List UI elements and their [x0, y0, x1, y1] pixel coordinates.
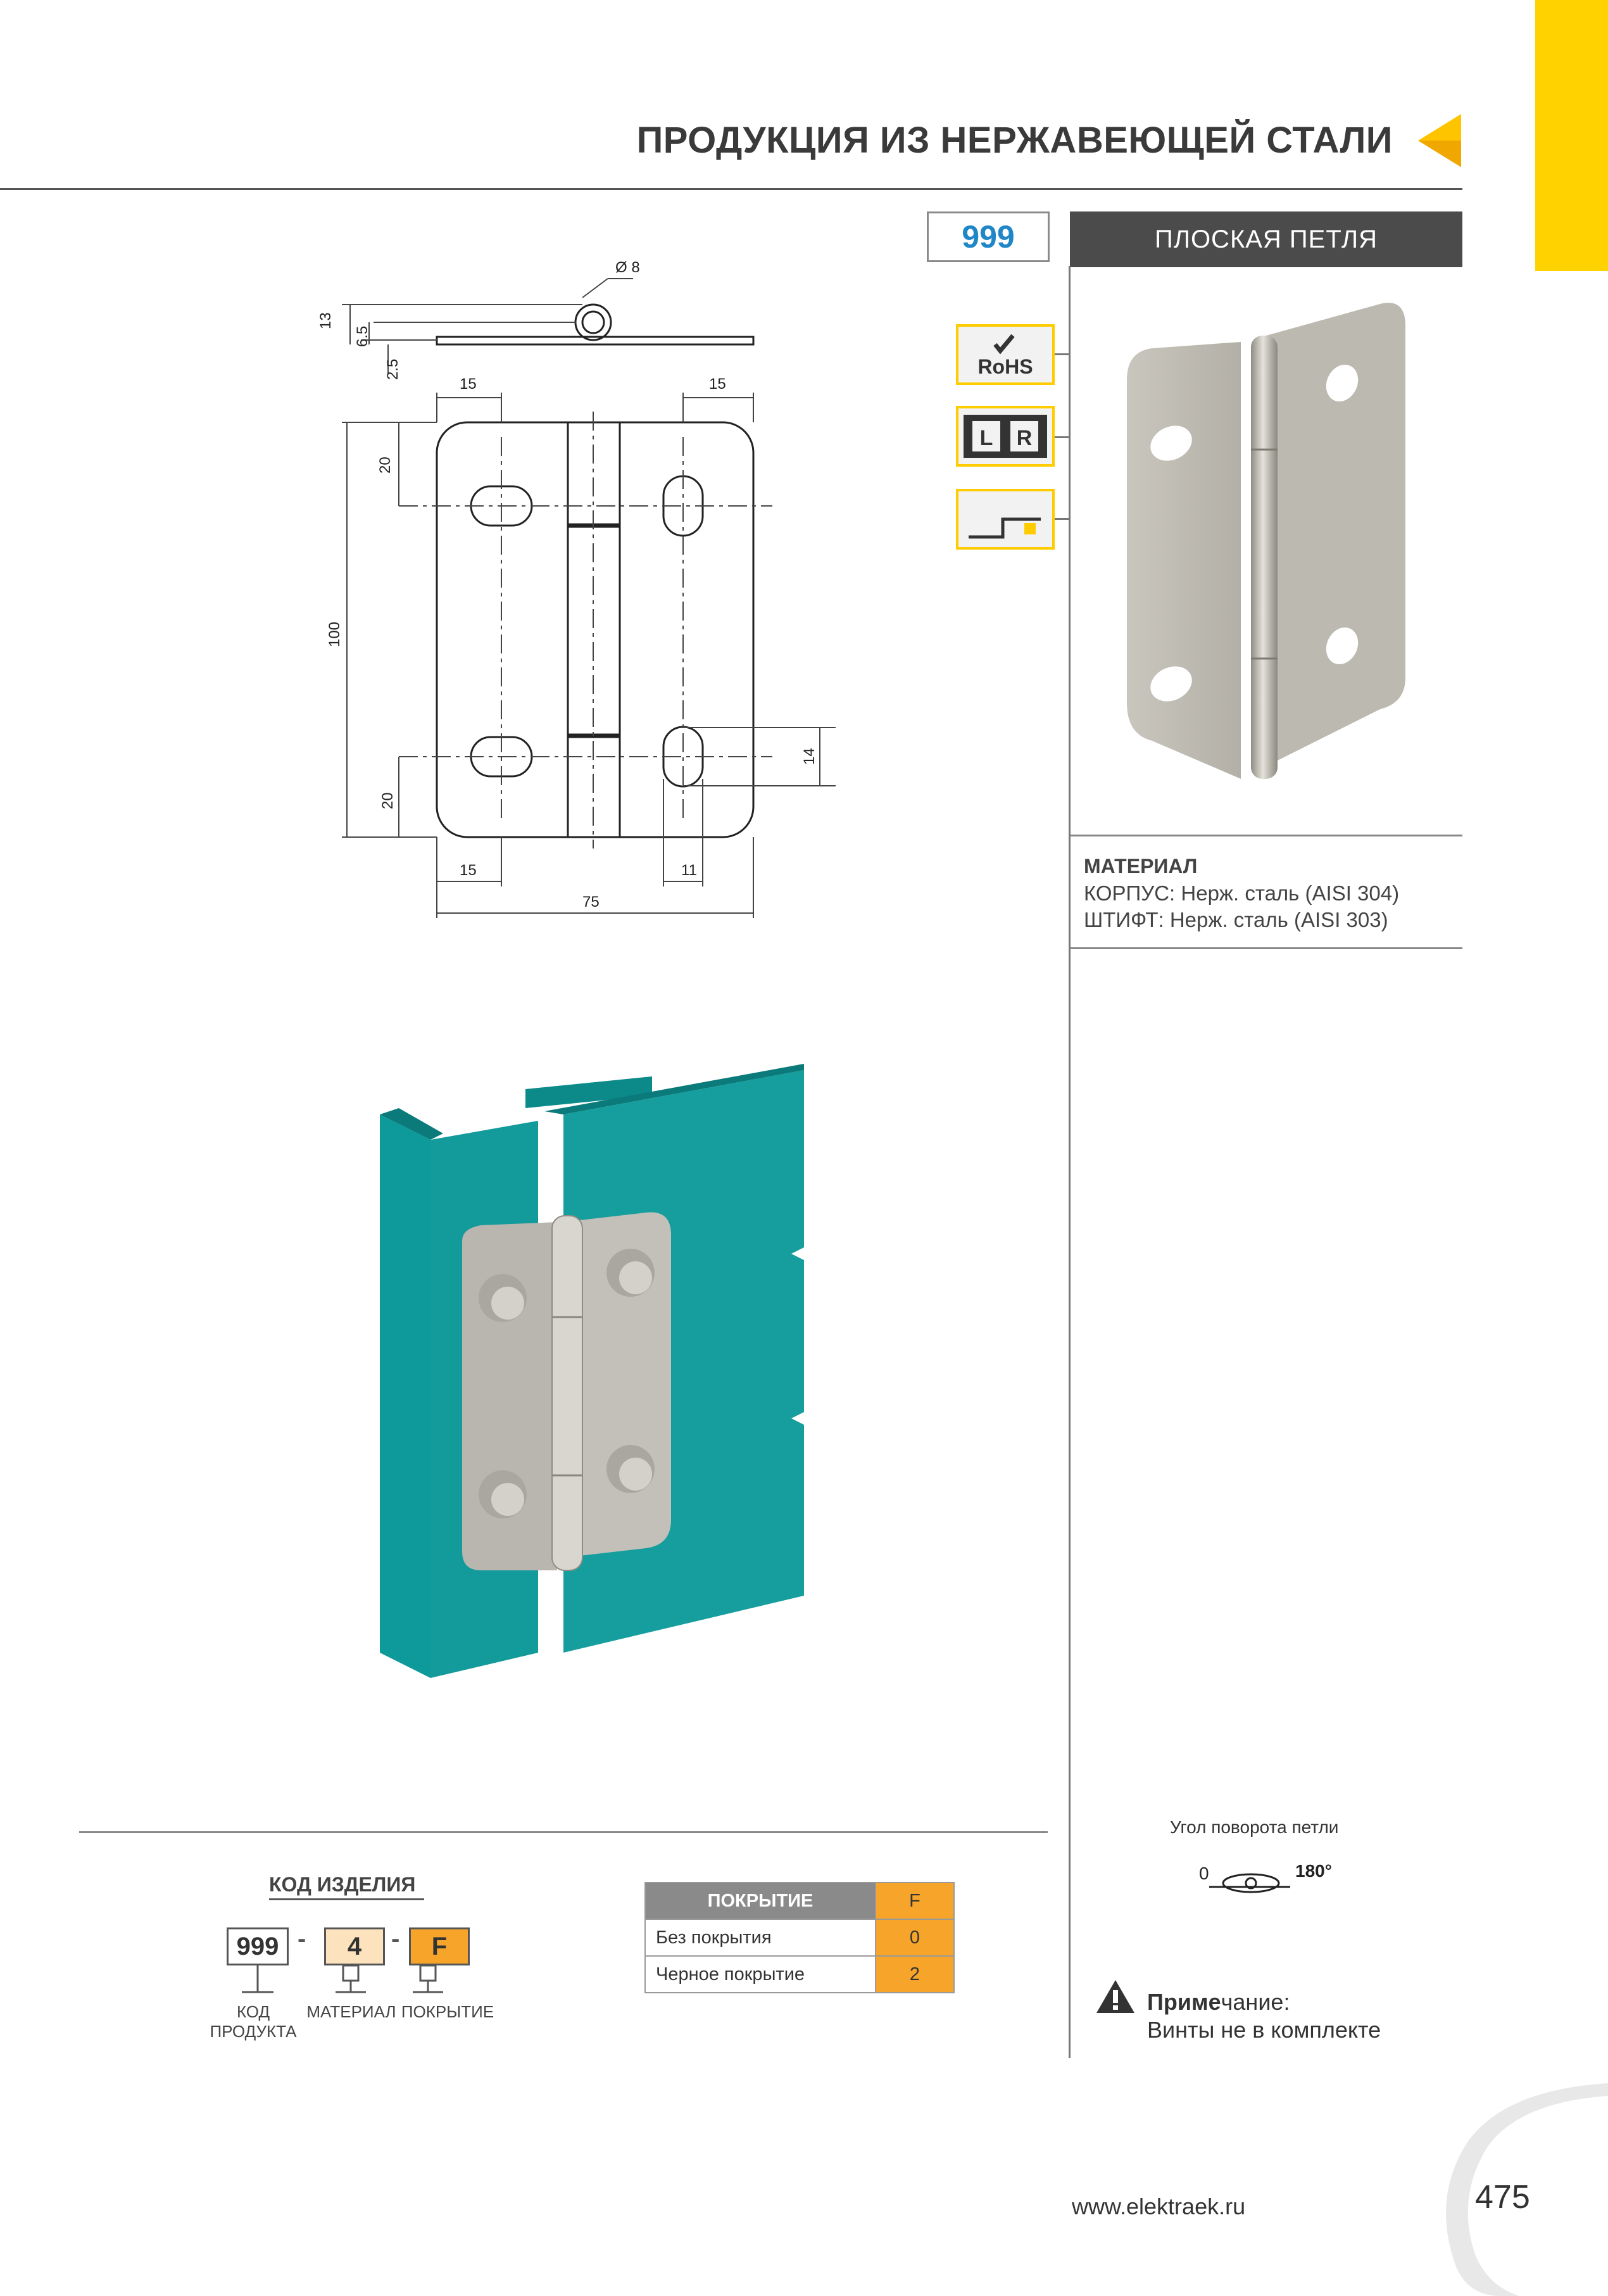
material-body: КОРПУС: Нерж. сталь (AISI 304) — [1084, 881, 1400, 905]
coating-table — [644, 1882, 955, 1993]
svg-text:14: 14 — [801, 748, 818, 765]
code-label-product: КОД ПРОДУКТА — [210, 2002, 297, 2041]
icon-connector — [1055, 436, 1070, 439]
svg-text:R: R — [1016, 426, 1033, 450]
note-label-rest: чание: — [1221, 1989, 1290, 2015]
code-dash: - — [391, 1925, 400, 1953]
svg-text:75: 75 — [582, 893, 600, 911]
svg-text:0: 0 — [1199, 1864, 1209, 1883]
svg-text:100: 100 — [326, 621, 343, 647]
product-name: ПЛОСКАЯ ПЕТЛЯ — [1070, 211, 1462, 267]
svg-text:15: 15 — [460, 862, 477, 879]
page-number: 475 — [1475, 2179, 1530, 2216]
technical-drawing — [304, 247, 848, 931]
svg-text:Ø 8: Ø 8 — [615, 259, 640, 276]
material-pin: ШТИФТ: Нерж. сталь (AISI 303) — [1084, 908, 1388, 931]
coating-value: 0 — [876, 1919, 954, 1956]
icon-connector — [1055, 518, 1070, 520]
hinge-photo — [1114, 298, 1418, 792]
product-code: 999 — [927, 211, 1050, 262]
coating-header-code: F — [876, 1883, 954, 1919]
svg-text:11: 11 — [681, 862, 697, 879]
code-part-product: 999 — [227, 1927, 289, 1965]
rotation-title: Угол поворота петли — [1170, 1817, 1339, 1837]
svg-text:L: L — [979, 426, 993, 450]
svg-text:15: 15 — [460, 375, 477, 393]
mount-icon — [956, 489, 1055, 550]
website-link[interactable]: www.elektraek.ru — [1072, 2193, 1246, 2219]
code-part-coating: F — [409, 1927, 470, 1965]
coating-label: Черное покрытие — [645, 1956, 876, 1993]
rotation-angle-icon — [1190, 1858, 1355, 1896]
code-connectors — [234, 1965, 462, 1998]
warning-icon — [1095, 1979, 1136, 2014]
table-row — [645, 1956, 954, 1993]
coating-header: ПОКРЫТИЕ — [645, 1883, 876, 1919]
coating-value: 2 — [876, 1956, 954, 1993]
coating-header-row — [645, 1883, 954, 1919]
page-title: ПРОДУКЦИЯ ИЗ НЕРЖАВЕЮЩЕЙ СТАЛИ — [636, 120, 1393, 161]
svg-text:RoHS: RoHS — [977, 355, 1033, 378]
code-label-material: МАТЕРИАЛ — [306, 2002, 396, 2021]
product-code-underline — [269, 1898, 424, 1900]
svg-text:6.5: 6.5 — [354, 325, 371, 347]
svg-text:20: 20 — [379, 792, 396, 809]
svg-text:180°: 180° — [1295, 1861, 1332, 1881]
rohs-icon — [956, 324, 1055, 385]
header-divider — [0, 188, 1462, 190]
arrow-left-icon — [1416, 109, 1466, 172]
left-right-icon — [956, 406, 1055, 467]
code-dash: - — [298, 1925, 306, 1953]
svg-text:13: 13 — [317, 312, 334, 329]
icon-connector — [1055, 353, 1070, 356]
note-text: Винты не в комплекте — [1147, 2017, 1381, 2043]
section-divider — [1070, 835, 1462, 836]
note — [1147, 1988, 1381, 2044]
material-title: МАТЕРИАЛ — [1084, 855, 1198, 878]
svg-text:2.5: 2.5 — [384, 358, 401, 380]
product-code-title: КОД ИЗДЕЛИЯ — [269, 1873, 416, 1896]
coating-label: Без покрытия — [645, 1919, 876, 1956]
code-label-coating: ПОКРЫТИЕ — [401, 2002, 494, 2021]
installed-hinge-illustration — [374, 1064, 817, 1684]
column-divider — [1069, 266, 1071, 2058]
yellow-tab — [1535, 0, 1608, 271]
bottom-divider — [79, 1831, 1048, 1833]
svg-text:15: 15 — [709, 375, 726, 393]
code-part-material: 4 — [324, 1927, 385, 1965]
section-divider — [1070, 947, 1462, 949]
table-row — [645, 1919, 954, 1956]
note-label-bold: Приме — [1147, 1989, 1221, 2015]
svg-text:20: 20 — [377, 457, 394, 474]
